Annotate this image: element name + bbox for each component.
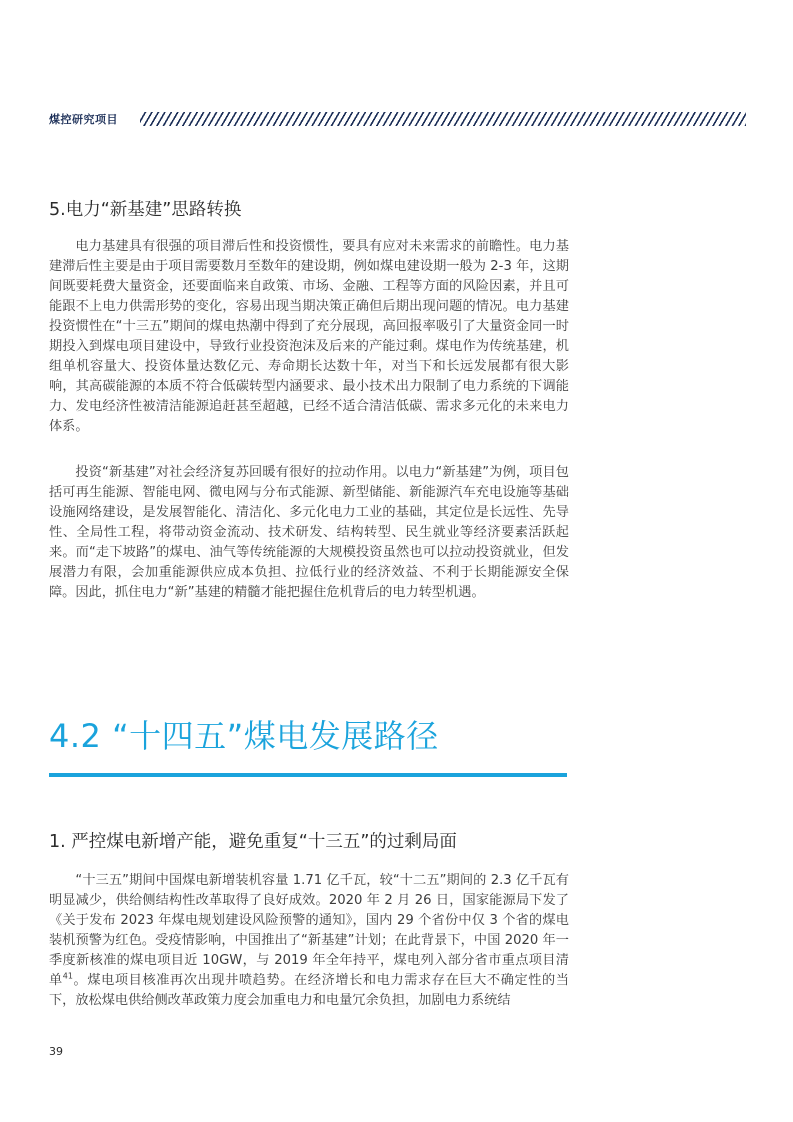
section-1-paragraph	[49, 871, 569, 1011]
page-number: 39	[49, 1045, 63, 1058]
section-1-title: 1. 严控煤电新增产能，避免重复“十三五”的过剩局面	[49, 832, 457, 852]
header-label: 煤控研究项目	[49, 113, 118, 126]
section-1-text-start: “十三五”期间中国煤电新增装机容量 1.71 亿千瓦，较“十二五”期间的 2.3 亿千瓦有明显减少，供给侧结构性改革取得了良好成效。2020 年 2 月 26 日，国家能源局下发了《关于发布 2023 年煤电规划建设风险预警的通知》，国内 29 个省份中仅 3 个省的煤电装机预警为红色。受疫情影响，中国推出了“新基建”计划；在此背景下，中国 2020 年一季度新核准的煤电项目近 10GW，与 2019 年全年持平，煤电列入部分省市重点项目清单	[49, 873, 569, 988]
section-5-paragraph-1: 电力基建具有很强的项目滞后性和投资惯性，要具有应对未来需求的前瞻性。电力基建滞后性主要是由于项目需要数月至数年的建设期，例如煤电建设期一般为 2-3 年，这期间既要耗费大量资金，还要面临来自政策、市场、金融、工程等方面的风险因素，并且可能跟不上电力供需形势的变化，容易出现当期决策正确但后期出现问题的情况。电力基建投资惯性在“十三五”期间的煤电热潮中得到了充分展现，高回报率吸引了大量资金同一时期投入到煤电项目建设中，导致行业投资泡沫及后来的产能过剩。煤电作为传统基建，机组单机容量大、投资体量达数亿元、寿命期长达数十年，对当下和长远发展都有很大影响，其高碳能源的本质不符合低碳转型内涵要求、最小技术出力限制了电力系统的下调能力、发电经济性被清洁能源追赶甚至超越，已经不适合清洁低碳、需求多元化的未来电力体系。	[49, 239, 569, 434]
header-hatch-decoration	[140, 112, 746, 126]
footnote-reference[interactable]: 41	[62, 971, 73, 981]
chapter-heading: 4.2 “十四五”煤电发展路径	[49, 717, 439, 755]
running-header	[49, 110, 749, 130]
section-1-text-end: 。煤电项目核准再次出现井喷趋势。在经济增长和电力需求存在巨大不确定性的当下，放松煤电供给侧改革政策力度会加重电力和电量冗余负担，加剧电力系统结	[49, 973, 569, 1008]
section-5-paragraph-2: 投资“新基建”对社会经济复苏回暖有很好的拉动作用。以电力“新基建”为例，项目包括可再生能源、智能电网、微电网与分布式能源、新型储能、新能源汽车充电设施等基础设施网络建设，是发展智能化、清洁化、多元化电力工业的基础，其定位是长远性、先导性、全局性工程，将带动资金流动、技术研发、结构转型、民生就业等经济要素活跃起来。而“走下坡路”的煤电、油气等传统能源的大规模投资虽然也可以拉动投资就业，但发展潜力有限，会加重能源供应成本负担、拉低行业的经济效益、不利于长期能源安全保障。因此，抓住电力“新”基建的精髓才能把握住危机背后的电力转型机遇。	[49, 465, 569, 600]
section-5-title: 5.电力“新基建”思路转换	[49, 200, 242, 220]
chapter-heading-rule	[49, 773, 567, 777]
